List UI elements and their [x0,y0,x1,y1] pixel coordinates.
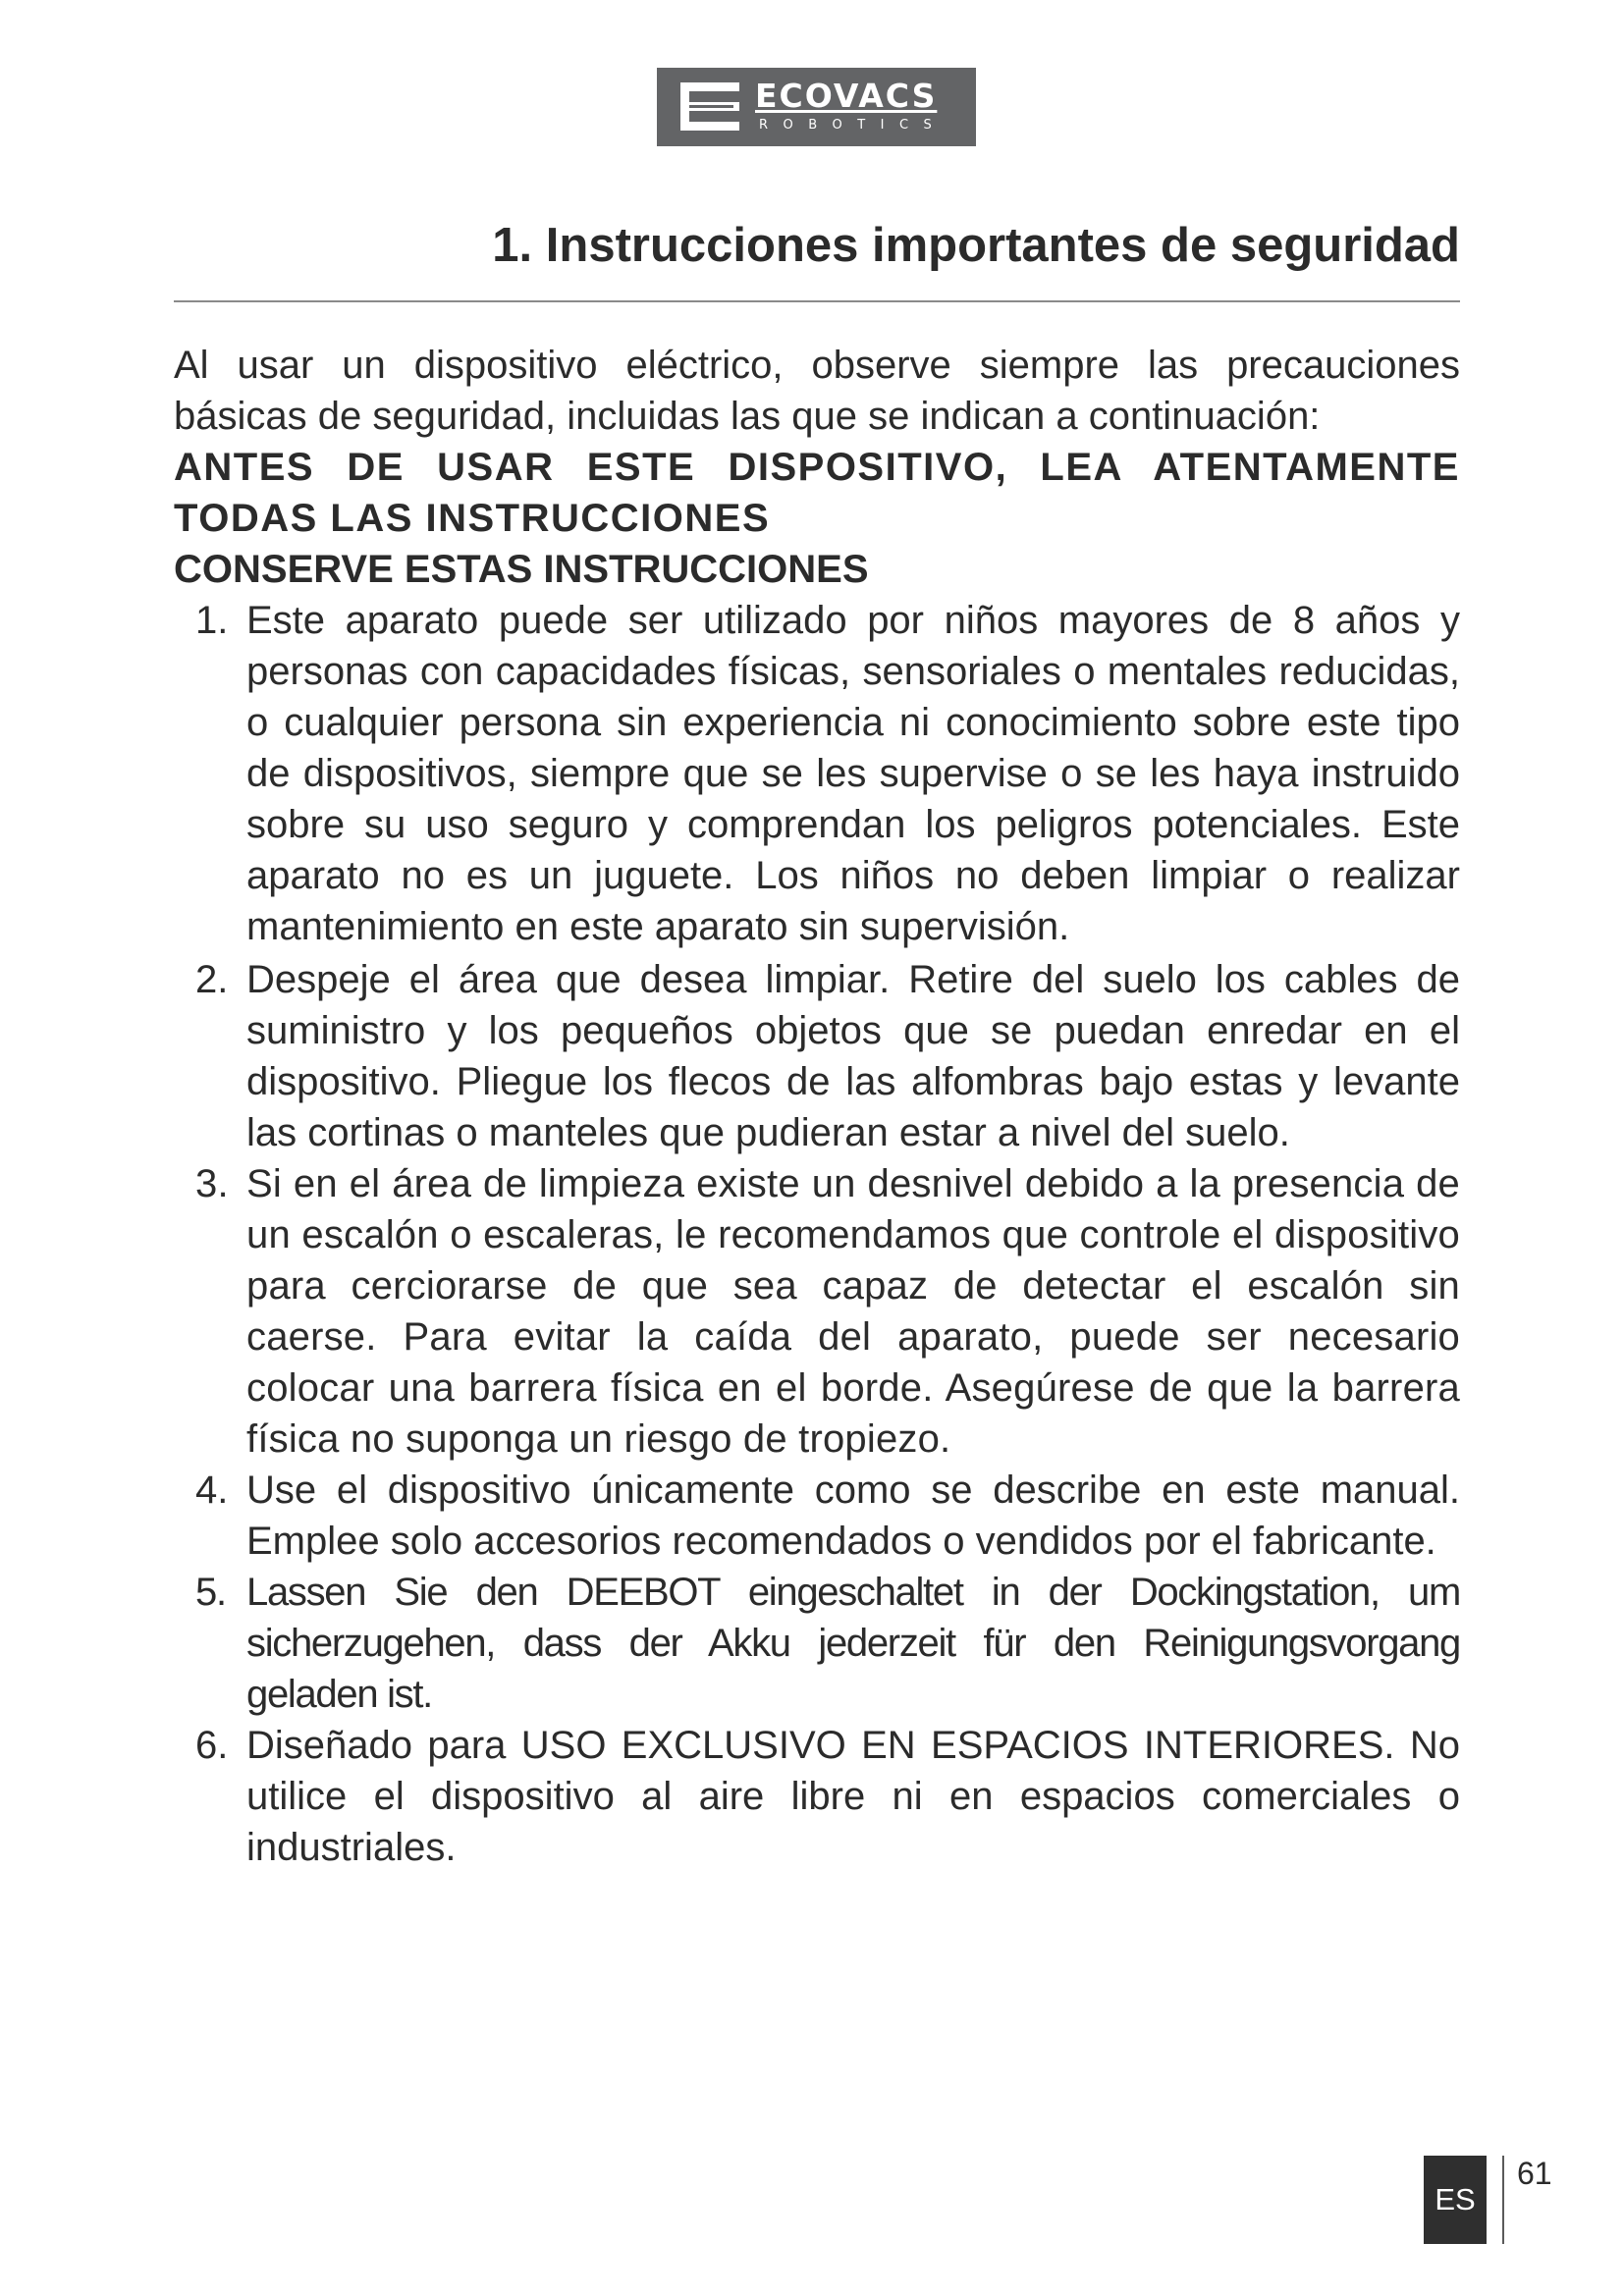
list-item [174,1567,1460,1720]
list-item-text: Diseñado para USO EXCLUSIVO EN ESPACIOS INTERIORES. No utilice el dispositivo al aire libre ni en espacios comerciales o industriales. [246,1724,1460,1869]
list-item-number: 2. [195,958,229,1001]
list-item-number: 3. [195,1162,229,1205]
safety-list [174,595,1460,1873]
list-item-number: 6. [195,1724,229,1767]
intro-paragraph: Al usar un dispositivo eléctrico, observe siempre las precauciones básicas de seguridad, incluidas las que se indican a continuación: [174,344,1460,438]
language-badge: ES [1424,2156,1487,2244]
list-item [174,1158,1460,1465]
list-item [174,954,1460,1158]
page-title: 1. Instrucciones importantes de seguridad [492,219,1460,272]
list-item-number: 4. [195,1468,229,1512]
list-item-text: Si en el área de limpieza existe un desnivel debido a la presencia de un escalón o escaleras, le recomendamos que controle el dispositivo para cerciorarse de que sea capaz de detectar el escalón sin caerse. Para evitar la caída del aparato, puede ser necesario colocar una barrera física en el borde. Asegúrese de que la barrera física no suponga un riesgo de tropiezo. [246,1162,1460,1461]
list-item-text: Lassen Sie den DEEBOT eingeschaltet in der Dockingstation, um sicherzugehen, dass der Akku jederzeit für den Reinigungsvorgang geladen ist. [246,1571,1460,1716]
title-divider [174,300,1460,302]
logo-brand-text: ECOVACS [755,77,938,115]
list-item [174,1465,1460,1567]
logo-subtitle-text: ROBOTICS [759,118,947,133]
list-item-text: Despeje el área que desea limpiar. Retire del suelo los cables de suministro y los pequeños objetos que se puedan enredar en el dispositivo. Pliegue los flecos de las alfombras bajo estas y levante las cortinas o manteles que pudieran estar a nivel del suelo. [246,958,1460,1154]
page-number: 61 [1517,2156,1552,2191]
ecovacs-logo-mark-icon [678,80,745,133]
warning-read-instructions: ANTES DE USAR ESTE DISPOSITIVO, LEA ATENTAMENTE TODAS LAS INSTRUCCIONES [174,446,1460,540]
list-item-number: 5. [195,1571,226,1614]
warning-keep-instructions: CONSERVE ESTAS INSTRUCCIONES [174,548,869,591]
document-body [174,340,1460,1873]
list-item-number: 1. [195,599,229,642]
ecovacs-logo [657,68,976,146]
list-item-text: Este aparato puede ser utilizado por niños mayores de 8 años y personas con capacidades físicas, sensoriales o mentales reducidas, o cualquier persona sin experiencia ni conocimiento sobre este tipo de dispositivos, siempre que se les supervise o se les haya instruido sobre su uso seguro y comprendan los peligros potenciales. Este aparato no es un juguete. Los niños no deben limpiar o realizar mantenimiento en este aparato sin supervisión. [246,599,1460,948]
list-item-text: Use el dispositivo únicamente como se describe en este manual. Emplee solo accesorios recomendados o vendidos por el fabricante. [246,1468,1460,1563]
list-item [174,1720,1460,1873]
list-item [174,595,1460,952]
page-number-divider [1502,2156,1504,2244]
